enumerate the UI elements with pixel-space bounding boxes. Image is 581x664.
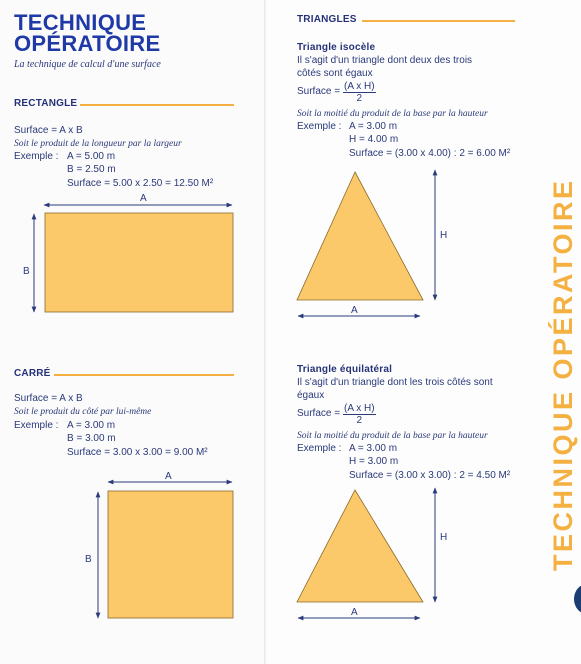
equilateral-description: Soit la moitié du produit de la base par la hauteur [297, 431, 488, 441]
equilateral-surface-label: Surface = [297, 408, 341, 419]
page-title [14, 12, 160, 54]
isocele-triangle-shape [297, 172, 423, 300]
isocele-result: Surface = (3.00 x 4.00) : 2 = 6.00 M² [349, 148, 511, 159]
equilateral-label-h: H [440, 532, 448, 543]
isocele-label-h: H [440, 230, 448, 241]
rectangle-figure [20, 190, 250, 320]
rectangle-description: Soit le produit de la longueur par la largeur [14, 139, 182, 149]
equilateral-triangle-shape [297, 490, 423, 602]
triangles-heading-rule [362, 20, 515, 22]
isocele-surface-label: Surface = [297, 86, 341, 97]
carre-value-a: A = 3.00 m [67, 420, 116, 431]
equilateral-desc-line2: égaux [297, 390, 325, 401]
isocele-numerator: (A x H) [344, 81, 375, 92]
isocele-figure [290, 160, 460, 320]
equilateral-figure [290, 478, 460, 623]
isocele-denominator: 2 [356, 93, 363, 104]
isocele-example-label: Exemple : [297, 121, 342, 132]
isocele-value-h: H = 4.00 m [349, 134, 399, 145]
isocele-description: Soit la moitié du produit de la base par la hauteur [297, 109, 488, 119]
equilateral-value-a: A = 3.00 m [349, 443, 398, 454]
rectangle-formula: Surface = A x B [14, 125, 83, 136]
isocele-desc-line1: Il s'agit d'un triangle dont deux des trois [297, 55, 473, 66]
rectangle-result: Surface = 5.00 x 2.50 = 12.50 M² [67, 178, 214, 189]
rectangle-value-a: A = 5.00 m [67, 151, 116, 162]
page-title-line1: TECHNIQUE [14, 10, 147, 35]
isocele-title: Triangle isocèle [297, 42, 376, 53]
isocele-value-a: A = 3.00 m [349, 121, 398, 132]
equilateral-value-h: H = 3.00 m [349, 456, 399, 467]
rectangle-heading: RECTANGLE [14, 98, 78, 109]
carre-formula: Surface = A x B [14, 393, 83, 404]
equilateral-numerator: (A x H) [344, 403, 375, 414]
page-subtitle: La technique de calcul d'une surface [14, 59, 161, 70]
carre-result: Surface = 3.00 x 3.00 = 9.00 M² [67, 447, 208, 458]
carre-heading-rule [54, 374, 234, 376]
equilateral-fraction [343, 403, 376, 426]
equilateral-denominator: 2 [356, 415, 363, 426]
triangles-heading: TRIANGLES [297, 14, 357, 25]
equilateral-label-a: A [351, 607, 358, 618]
carre-value-b: B = 3.00 m [67, 433, 116, 444]
carre-shape [108, 491, 233, 618]
rectangle-label-a: A [140, 193, 147, 204]
isocele-fraction [343, 81, 376, 104]
equilateral-desc-line1: Il s'agit d'un triangle dont les trois côtés sont [297, 377, 493, 388]
side-title-text: TECHNIQUE OPÉRATOIRE [548, 178, 578, 571]
page-title-line2: OPÉRATOIRE [14, 31, 161, 56]
carre-description: Soit le produit du côté par lui-même [14, 407, 152, 417]
rectangle-heading-rule [80, 104, 234, 106]
carre-label-b: B [85, 554, 92, 565]
carre-figure [80, 468, 250, 628]
carre-heading: CARRÉ [14, 368, 51, 379]
rectangle-shape [45, 213, 233, 312]
carre-example-label: Exemple : [14, 420, 59, 431]
carre-label-a: A [165, 471, 172, 482]
equilateral-title: Triangle équilatéral [297, 364, 393, 375]
equilateral-result: Surface = (3.00 x 3.00) : 2 = 4.50 M² [349, 470, 511, 481]
isocele-label-a: A [351, 305, 358, 316]
isocele-desc-line2: côtés sont égaux [297, 68, 373, 79]
side-title [548, 6, 580, 576]
rectangle-label-b: B [23, 266, 30, 277]
equilateral-example-label: Exemple : [297, 443, 342, 454]
rectangle-example-label: Exemple : [14, 151, 59, 162]
rectangle-value-b: B = 2.50 m [67, 164, 116, 175]
